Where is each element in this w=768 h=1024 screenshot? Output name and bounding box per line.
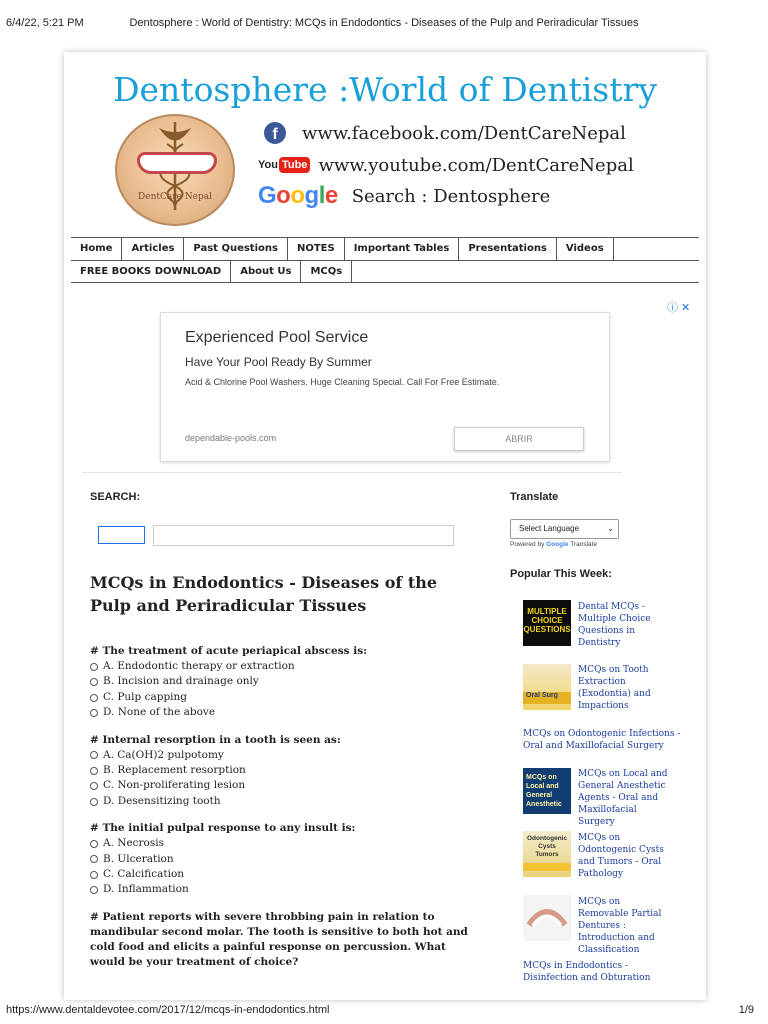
- radio-button[interactable]: [90, 855, 98, 863]
- nav-item-past-questions[interactable]: Past Questions: [184, 238, 288, 260]
- answer-option[interactable]: [90, 852, 480, 867]
- nav-row-2: [71, 260, 699, 282]
- ad-title[interactable]: Experienced Pool Service: [185, 329, 369, 346]
- question-block: [90, 733, 480, 810]
- question-text: # Patient reports with severe throbbing pain in relation to mandibular second molar. The tooth is sensitive to both hot and cold food and elicits a painful response on percussion. What would be your treatment of choice?: [90, 910, 468, 968]
- answer-option-label: D. Desensitizing tooth: [103, 794, 221, 807]
- popular-thumb-mcq[interactable]: MULTIPLE CHOICE QUESTIONS: [523, 600, 571, 646]
- youtube-icon: [258, 157, 310, 173]
- nav-item-important-tables[interactable]: Important Tables: [345, 238, 460, 260]
- answer-option[interactable]: [90, 794, 480, 809]
- print-page-title: Dentosphere : World of Dentistry: MCQs in Endodontics - Diseases of the Pulp and Periradicular Tissues: [129, 17, 639, 29]
- answer-option-label: A. Necrosis: [103, 837, 165, 850]
- ad-open-button[interactable]: ABRIR: [454, 427, 584, 451]
- radio-button[interactable]: [90, 871, 98, 879]
- powered-by-text: Powered by: [510, 541, 545, 548]
- answer-option-label: D. None of the above: [103, 706, 216, 719]
- answer-option[interactable]: [90, 836, 480, 851]
- google-logo-letter: o: [290, 182, 305, 209]
- powered-by-google-translate[interactable]: [510, 541, 597, 548]
- thumb-band: [523, 863, 571, 871]
- google-search-link[interactable]: [258, 184, 550, 208]
- post-title: MCQs in Endodontics - Diseases of the Pulp and Periradicular Tissues: [90, 573, 438, 615]
- main-navigation: [71, 237, 699, 283]
- answer-option[interactable]: [90, 867, 480, 882]
- radio-button[interactable]: [90, 694, 98, 702]
- popular-post-link[interactable]: MCQs on Local and General Anesthetic Agents - Oral and Maxillofacial Surgery: [578, 769, 668, 827]
- answer-option[interactable]: [90, 778, 480, 793]
- google-word: Google: [546, 541, 569, 548]
- popular-thumb-dentures[interactable]: [523, 895, 571, 941]
- youtube-tube: Tube: [279, 157, 310, 173]
- popular-post-link[interactable]: MCQs on Odontogenic Cysts and Tumors - Oral Pathology: [578, 833, 664, 879]
- google-search-text[interactable]: Search : Dentosphere: [351, 185, 551, 207]
- search-input[interactable]: [153, 525, 454, 546]
- nav-item-home[interactable]: Home: [71, 238, 122, 260]
- facebook-link[interactable]: [258, 121, 626, 145]
- radio-button[interactable]: [90, 663, 98, 671]
- answer-option[interactable]: [90, 882, 480, 897]
- popular-post-link[interactable]: Dental MCQs - Multiple Choice Questions in Dentistry: [578, 602, 651, 648]
- answer-option-label: A. Ca(OH)2 pulpotomy: [103, 748, 224, 761]
- popular-thumb-cysts[interactable]: [523, 831, 571, 877]
- answer-option-label: C. Pulp capping: [103, 690, 188, 703]
- radio-button[interactable]: [90, 840, 98, 848]
- popular-thumb-extraction[interactable]: [523, 664, 571, 710]
- search-heading: SEARCH:: [90, 491, 141, 503]
- nav-item-videos[interactable]: Videos: [557, 238, 614, 260]
- ad-description: Acid & Chlorine Pool Washers. Huge Cleaning Special. Call For Free Estimate.: [185, 377, 500, 387]
- thumb-caption: Oral Surg: [523, 692, 571, 704]
- popular-post-link[interactable]: MCQs on Odontogenic Infections - Oral and Maxillofacial Surgery: [523, 729, 681, 751]
- popular-post-link[interactable]: MCQs on Removable Partial Dentures : Introduction and Classification: [578, 897, 662, 955]
- advertisement[interactable]: [160, 312, 610, 462]
- question-block: [90, 910, 480, 970]
- radio-button[interactable]: [90, 886, 98, 894]
- answer-option-label: B. Ulceration: [103, 852, 174, 865]
- nav-item-free-books-download[interactable]: FREE BOOKS DOWNLOAD: [71, 261, 231, 282]
- nav-item-mcqs[interactable]: MCQs: [301, 261, 352, 282]
- site-title[interactable]: Dentosphere :World of Dentistry: [113, 70, 657, 109]
- answer-option-label: B. Incision and drainage only: [103, 675, 259, 688]
- nav-row-1: [71, 238, 699, 260]
- answer-option[interactable]: [90, 690, 480, 705]
- chevron-down-icon: ⌄: [607, 524, 614, 533]
- question-text: # The initial pulpal response to any insult is:: [90, 822, 356, 835]
- question-text: # Internal resorption in a tooth is seen as:: [90, 733, 341, 746]
- nav-item-notes[interactable]: NOTES: [288, 238, 345, 260]
- answer-option[interactable]: [90, 659, 480, 674]
- google-logo-letter: G: [258, 182, 277, 209]
- google-logo-letter: o: [276, 182, 291, 209]
- ad-domain[interactable]: dependable-pools.com: [185, 433, 277, 443]
- popular-heading: Popular This Week:: [510, 568, 612, 580]
- popular-post-link[interactable]: MCQs in Endodontics - Disinfection and Obturation: [523, 961, 651, 983]
- denture-icon: [523, 895, 571, 941]
- site-logo[interactable]: [115, 114, 235, 226]
- google-logo-letter: l: [318, 182, 325, 209]
- nav-item-presentations[interactable]: Presentations: [459, 238, 557, 260]
- search-button[interactable]: [98, 526, 145, 544]
- google-logo-icon: [258, 182, 338, 210]
- nav-item-about-us[interactable]: About Us: [231, 261, 301, 282]
- question-list: [90, 644, 480, 982]
- radio-button[interactable]: [90, 709, 98, 717]
- radio-button[interactable]: [90, 751, 98, 759]
- google-logo-letter: e: [324, 182, 338, 209]
- question-block: [90, 821, 480, 898]
- ad-subtitle: Have Your Pool Ready By Summer: [185, 355, 372, 369]
- answer-option-label: A. Endodontic therapy or extraction: [103, 660, 295, 672]
- question-text: # The treatment of acute periapical abscess is:: [90, 645, 367, 657]
- answer-option-label: D. Inflammation: [103, 883, 189, 896]
- youtube-url[interactable]: www.youtube.com/DentCareNepal: [318, 154, 634, 176]
- answer-option[interactable]: [90, 705, 480, 720]
- radio-button[interactable]: [90, 798, 98, 806]
- answer-option-label: C. Non-proliferating lesion: [103, 779, 246, 792]
- facebook-url[interactable]: www.facebook.com/DentCareNepal: [302, 122, 626, 144]
- translate-heading: Translate: [510, 491, 559, 503]
- answer-option[interactable]: [90, 763, 480, 778]
- radio-button[interactable]: [90, 678, 98, 686]
- language-select-value: Select Language: [519, 524, 580, 533]
- print-date: 6/4/22, 5:21 PM: [6, 17, 84, 29]
- youtube-you: You: [258, 159, 278, 171]
- blog-page: [64, 52, 706, 1000]
- smile-teeth-icon: [137, 152, 217, 174]
- print-header: [0, 0, 768, 40]
- print-page-number: 1/9: [738, 1004, 754, 1016]
- answer-option-label: B. Replacement resorption: [103, 764, 246, 777]
- question-block: [90, 644, 480, 721]
- answer-option[interactable]: [90, 674, 480, 689]
- youtube-link[interactable]: [258, 153, 634, 177]
- google-logo-letter: g: [304, 182, 319, 209]
- answer-option[interactable]: [90, 748, 480, 763]
- radio-button[interactable]: [90, 767, 98, 775]
- translate-word: Translate: [570, 541, 598, 548]
- thumb-caption: Odontogenic Cysts Tumors: [527, 835, 568, 858]
- language-select[interactable]: [510, 519, 619, 539]
- print-footer: [0, 1000, 768, 1024]
- print-url: https://www.dentaldevotee.com/2017/12/mcqs-in-endodontics.html: [6, 1004, 330, 1016]
- logo-text: DentCare Nepal: [138, 192, 212, 202]
- popular-thumb-anesthesia[interactable]: MCQs on Local and General Anesthetic: [523, 768, 571, 814]
- facebook-icon: f: [264, 122, 286, 144]
- radio-button[interactable]: [90, 782, 98, 790]
- answer-option-label: C. Calcification: [103, 868, 185, 881]
- nav-item-articles[interactable]: Articles: [122, 238, 184, 260]
- ad-choices-icon[interactable]: ⓘ ✕: [667, 302, 691, 314]
- popular-post-link[interactable]: MCQs on Tooth Extraction (Exodontia) and Impactions: [578, 665, 651, 711]
- divider: [82, 472, 622, 473]
